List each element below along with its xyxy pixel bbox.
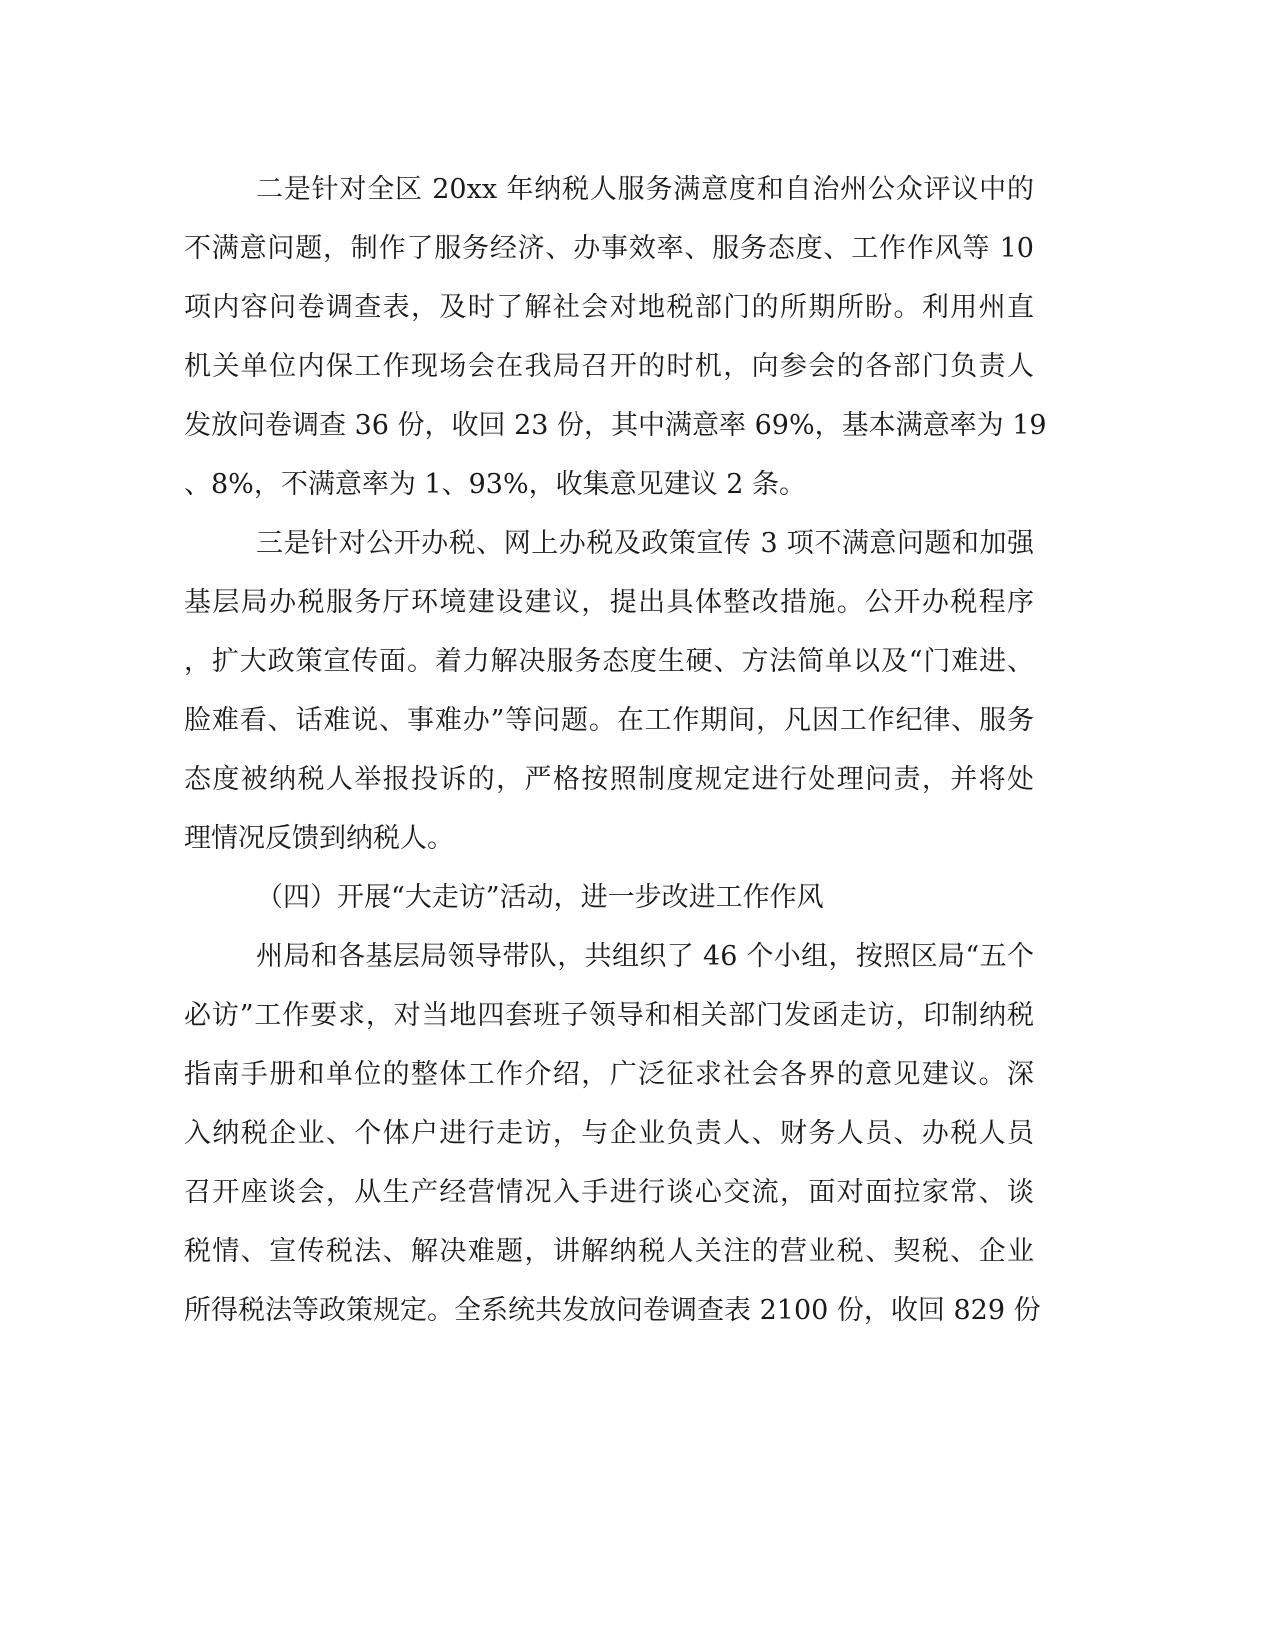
text-line: 所得税法等政策规定。全系统共发放问卷调查表 2100 份，收回 829 份 — [184, 1295, 1041, 1326]
text-line: 入纳税企业、个体户进行走访，与企业负责人、财务人员、办税人员 — [184, 1118, 1034, 1149]
text-line: 机关单位内保工作现场会在我局召开的时机，向参会的各部门负责人 — [184, 351, 1034, 382]
text-line: 理情况反馈到纳税人。 — [184, 823, 454, 854]
text-line: 项内容问卷调查表，及时了解社会对地税部门的所期所盼。利用州直 — [184, 292, 1034, 323]
paragraph-rectification-measures — [184, 514, 1034, 868]
text-line: 态度被纳税人举报投诉的，严格按照制度规定进行处理问责，并将处 — [184, 764, 1034, 795]
text-line: 必访”工作要求，对当地四套班子领导和相关部门发函走访，印制纳税 — [184, 1000, 1034, 1031]
text-line: 三是针对公开办税、网上办税及政策宣传 3 项不满意问题和加强 — [256, 528, 1034, 559]
paragraph-visits — [184, 927, 1041, 1340]
text-line: 发放问卷调查 36 份，收回 23 份，其中满意率 69%，基本满意率为 19 — [184, 410, 1047, 441]
text-line: 基层局办税服务厅环境建设建议，提出具体整改措施。公开办税程序 — [184, 587, 1034, 618]
paragraph-survey-issues — [184, 160, 1047, 514]
text-line: 指南手册和单位的整体工作介绍，广泛征求社会各界的意见建议。深 — [184, 1059, 1034, 1090]
text-line: 税情、宣传税法、解决难题，讲解纳税人关注的营业税、契税、企业 — [184, 1236, 1034, 1267]
document-body — [184, 160, 1047, 1340]
text-line: 州局和各基层局领导带队，共组织了 46 个小组，按照区局“五个 — [256, 941, 1034, 972]
text-line: 脸难看、话难说、事难办”等问题。在工作期间，凡因工作纪律、服务 — [184, 705, 1034, 736]
text-line: ，扩大政策宣传面。着力解决服务态度生硬、方法简单以及“门难进、 — [184, 646, 1034, 677]
text-line: 二是针对全区 20xx 年纳税人服务满意度和自治州公众评议中的 — [256, 174, 1034, 205]
text-line: 召开座谈会，从生产经营情况入手进行谈心交流，面对面拉家常、谈 — [184, 1177, 1034, 1208]
section-heading-four — [184, 868, 1034, 927]
text-line: 不满意问题，制作了服务经济、办事效率、服务态度、工作作风等 10 — [184, 233, 1034, 264]
section-heading: （四）开展“大走访”活动，进一步改进工作作风 — [256, 882, 824, 913]
text-line: 、8%，不满意率为 1、93%，收集意见建议 2 条。 — [184, 469, 806, 500]
